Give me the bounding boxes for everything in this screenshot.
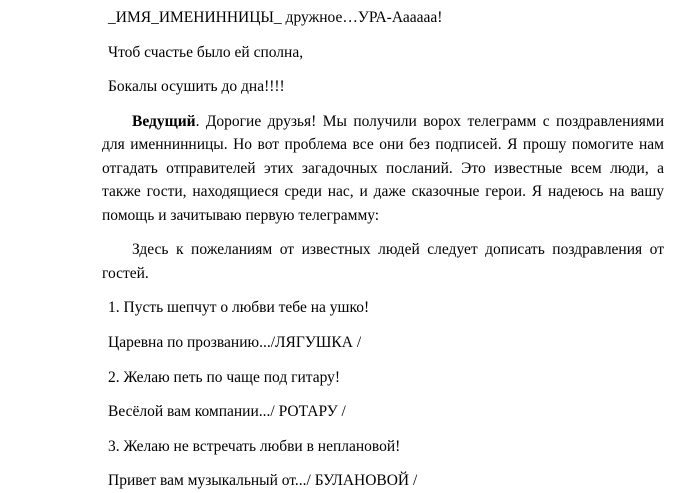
paragraph-telegram-1-answer: Царевна по прозванию.../ЛЯГУШКА /	[108, 334, 362, 352]
paragraph-telegram-2-answer: Весёлой вам компании.../ РОТАРУ /	[108, 403, 346, 421]
instruction-note-text: Здесь к пожеланиям от известных людей следует дописать поздравления от гостей.	[102, 241, 664, 282]
paragraph-telegram-3-answer: Привет вам музыкальный от.../ БУЛАНОВОЙ /	[108, 472, 418, 490]
paragraph-drink-to-bottom: Бокалы осушить до дна!!!!	[108, 78, 285, 96]
host-speech-text: . Дорогие друзья! Мы получили ворох телеграмм с поздравлениями для именнинницы. Но вот проблема все они без подписей. Я прошу помогите нам отгадать отправителей этих загадочных посланий. Это известные всем люди, а также гости, находящиеся среди нас, и даже сказочные герои. Я надеюсь на вашу помощь и зачитываю первую телеграмму:	[102, 112, 664, 224]
paragraph-happiness-wish: Чтоб счастье было ей сполна,	[108, 43, 304, 61]
paragraph-telegram-1: 1. Пусть шепчут о любви тебе на ушко!	[108, 299, 370, 317]
paragraph-toast-ura: _ИМЯ_ИМЕНИННИЦЫ_ дружное…УРА-Аааааа!	[108, 9, 443, 26]
paragraph-telegram-2: 2. Желаю петь по чаще под гитару!	[108, 368, 341, 386]
host-label: Ведущий	[132, 112, 196, 130]
paragraph-instruction-note	[102, 238, 664, 285]
paragraph-telegram-3: 3. Желаю не встречать любви в неплановой!	[108, 437, 401, 455]
paragraph-host-speech	[102, 110, 664, 228]
